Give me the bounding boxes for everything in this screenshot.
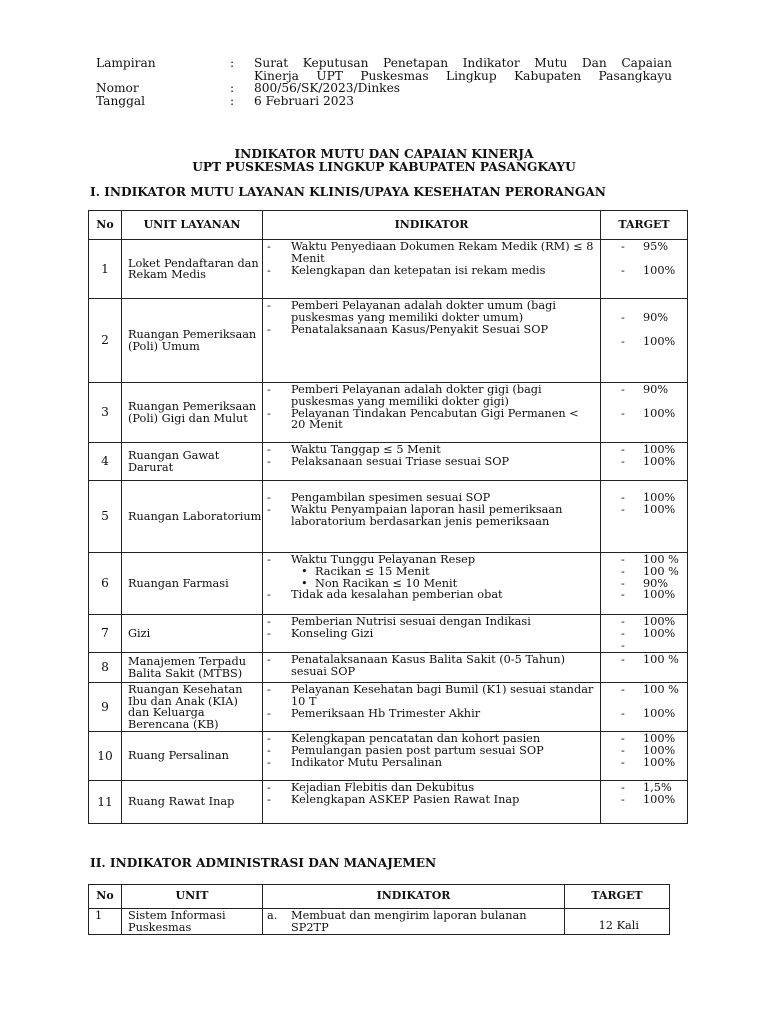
target-value: 100 %	[643, 553, 679, 566]
target-value: 100%	[643, 743, 676, 757]
row-number: 3	[89, 383, 122, 443]
indicator-cell	[263, 553, 601, 615]
indicator-item: - Indikator Mutu Persalinan	[263, 757, 600, 769]
target-value: 1,5%	[643, 781, 672, 794]
table-row	[89, 732, 688, 781]
nomor-value: 800/56/SK/2023/Dinkes	[254, 81, 401, 95]
indicator-item: - Konseling Gizi	[263, 628, 600, 640]
indicator-cell	[263, 299, 601, 383]
indicator-cell	[263, 240, 601, 299]
target-cell: - 100 % - 100 % - 90% - 100%	[601, 553, 688, 615]
column-header-no: No	[89, 211, 122, 240]
row-number: 6	[89, 553, 122, 615]
row-number: 4	[89, 443, 122, 481]
target-value: 100%	[643, 454, 676, 468]
nomor-row	[96, 82, 676, 95]
table-row	[89, 653, 688, 683]
indicator-item: - Penatalaksanaan Kasus Balita Sakit (0-5 Tahun) sesuai SOP	[263, 654, 600, 678]
target-cell: - 90% - 100%	[601, 299, 688, 383]
column-header-target: TARGET	[601, 211, 688, 240]
section-1-heading: I. INDIKATOR MUTU LAYANAN KLINIS/UPAYA KESEHATAN PERORANGAN	[90, 185, 606, 199]
indicator-cell	[263, 443, 601, 481]
column-header-target: TARGET	[565, 885, 670, 909]
column-header-indikator: INDIKATOR	[263, 885, 565, 909]
target-value: 100%	[643, 491, 676, 504]
table-row	[89, 683, 688, 732]
target-value: 12 Kali	[565, 909, 670, 935]
lampiran-label: Lampiran	[96, 56, 156, 70]
clinical-indicator-table	[88, 210, 688, 824]
unit-cell: Manajemen Terpadu Balita Sakit (MTBS)	[122, 653, 263, 683]
unit-cell: Ruangan Farmasi	[122, 553, 263, 615]
indicator-item: - Pelayanan Kesehatan bagi Bumil (K1) sesuai standar 10 T	[263, 684, 600, 708]
target-cell: - 100% - 100% - 100%	[601, 732, 688, 781]
indicator-item: - Penatalaksanaan Kasus/Penyakit Sesuai SOP	[263, 324, 600, 336]
table-row	[89, 553, 688, 615]
indicator-item: - Waktu Tanggap ≤ 5 Menit	[263, 444, 600, 456]
unit-cell: Ruang Persalinan	[122, 732, 263, 781]
row-number: 8	[89, 653, 122, 683]
table-row	[89, 481, 688, 553]
target-value: 100%	[643, 706, 676, 720]
target-value: 90%	[643, 311, 669, 324]
table-header-row	[89, 885, 670, 909]
tanggal-row	[96, 95, 676, 108]
target-value: 90%	[643, 383, 669, 396]
indicator-item: - Waktu Tunggu Pelayanan Resep	[263, 554, 600, 566]
target-value: 100 %	[643, 564, 679, 578]
unit-cell: Gizi	[122, 615, 263, 653]
table-row	[89, 909, 670, 935]
row-number: 1	[89, 909, 122, 935]
unit-cell: Ruangan Kesehatan Ibu dan Anak (KIA) dan Keluarga Berencana (KB)	[122, 683, 263, 732]
indicator-item: - Waktu Penyediaan Dokumen Rekam Medik (RM) ≤ 8 Menit	[263, 241, 600, 265]
colon: :	[230, 56, 235, 70]
target-value: 100%	[643, 406, 676, 420]
indicator-item: - Pemberian Nutrisi sesuai dengan Indikasi	[263, 616, 600, 628]
tanggal-value: 6 Februari 2023	[254, 93, 354, 108]
unit-cell: Loket Pendaftaran dan Rekam Medis	[122, 240, 263, 299]
indicator-cell	[263, 683, 601, 732]
target-value: 100%	[643, 755, 676, 769]
table-row	[89, 781, 688, 824]
target-cell: - 100% - 100% -	[601, 615, 688, 653]
indicator-cell	[263, 781, 601, 824]
indicator-cell	[263, 481, 601, 553]
target-value: 100%	[643, 732, 676, 745]
target-value: 100%	[643, 792, 676, 806]
indicator-cell	[263, 653, 601, 683]
administration-indicator-table	[88, 884, 670, 935]
row-number: 2	[89, 299, 122, 383]
column-header-unit: UNIT LAYANAN	[122, 211, 263, 240]
row-number: 7	[89, 615, 122, 653]
indicator-cell	[263, 909, 565, 935]
indicator-item: - Kelengkapan dan ketepatan isi rekam medis	[263, 265, 600, 277]
indicator-item: - Pemeriksaan Hb Trimester Akhir	[263, 708, 600, 720]
target-cell: - 1,5% - 100%	[601, 781, 688, 824]
table-row	[89, 615, 688, 653]
indicator-item: - Tidak ada kesalahan pemberian obat	[263, 589, 600, 601]
indicator-item: - Pelayanan Tindakan Pencabutan Gigi Permanen < 20 Menit	[263, 408, 600, 432]
row-number: 10	[89, 732, 122, 781]
indicator-cell	[263, 615, 601, 653]
target-value: 100%	[643, 615, 676, 628]
colon: :	[230, 81, 235, 95]
target-value: 100 %	[643, 653, 679, 666]
table-header-row	[89, 211, 688, 240]
target-value: 90%	[643, 576, 669, 590]
indicator-prefix: a.	[267, 909, 278, 922]
table-row	[89, 383, 688, 443]
indicator-item: - Pengambilan spesimen sesuai SOP	[263, 492, 600, 504]
indicator-cell	[263, 383, 601, 443]
document-header	[96, 57, 676, 107]
target-cell: - 100% - 100%	[601, 481, 688, 553]
indicator-item: Membuat dan mengirim laporan bulanan SP2TP	[291, 909, 527, 934]
unit-cell: Ruang Rawat Inap	[122, 781, 263, 824]
indicator-item: - Waktu Penyampaian laporan hasil pemeriksaan laboratorium berdasarkan jenis pemeriksaan	[263, 504, 600, 528]
table-row	[89, 240, 688, 299]
target-value: 100%	[643, 263, 676, 277]
target-value: 100%	[643, 626, 676, 640]
indicator-sub-item: • Racikan ≤ 15 Menit	[263, 566, 600, 578]
target-cell: - 95% - 100%	[601, 240, 688, 299]
indicator-item: - Pemulangan pasien post partum sesuai SOP	[263, 745, 600, 757]
lampiran-row	[96, 57, 676, 70]
indicator-item: - Pemberi Pelayanan adalah dokter gigi (bagi puskesmas yang memiliki dokter gigi)	[263, 384, 600, 408]
target-cell: - 100 %	[601, 653, 688, 683]
indicator-item: - Pelaksanaan sesuai Triase sesuai SOP	[263, 456, 600, 468]
section-2-heading: II. INDIKATOR ADMINISTRASI DAN MANAJEMEN	[90, 856, 437, 870]
indicator-item: - Kelengkapan pencatatan dan kohort pasien	[263, 733, 600, 745]
target-value: 95%	[643, 240, 669, 253]
target-value: 100%	[643, 588, 676, 602]
row-number: 11	[89, 781, 122, 824]
lampiran-line-1: Surat Keputusan Penetapan Indikator Mutu Dan Capaian	[254, 56, 672, 70]
document-title-line-1: INDIKATOR MUTU DAN CAPAIAN KINERJA	[234, 147, 534, 161]
unit-cell: Ruangan Pemeriksaan (Poli) Umum	[122, 299, 263, 383]
table-row	[89, 443, 688, 481]
target-cell: - 90% - 100%	[601, 383, 688, 443]
tanggal-label: Tanggal	[96, 93, 146, 108]
column-header-no: No	[89, 885, 122, 909]
lampiran-line-2: Kinerja UPT Puskesmas Lingkup Kabupaten Pasangkayu	[254, 68, 672, 83]
unit-cell: Ruangan Laboratorium	[122, 481, 263, 553]
nomor-label: Nomor	[96, 81, 139, 95]
target-value: 100%	[643, 334, 676, 348]
row-number: 5	[89, 481, 122, 553]
unit-cell: Ruangan Gawat Darurat	[122, 443, 263, 481]
unit-cell: Ruangan Pemeriksaan (Poli) Gigi dan Mulut	[122, 383, 263, 443]
target-value: 100%	[643, 443, 676, 456]
target-cell: - 100% - 100%	[601, 443, 688, 481]
indicator-sub-item: • Non Racikan ≤ 10 Menit	[263, 578, 600, 590]
column-header-unit: UNIT	[122, 885, 263, 909]
colon: :	[230, 93, 235, 108]
row-number: 9	[89, 683, 122, 732]
table-row	[89, 299, 688, 383]
indicator-cell	[263, 732, 601, 781]
indicator-item: - Pemberi Pelayanan adalah dokter umum (bagi puskesmas yang memiliki dokter umum)	[263, 300, 600, 324]
unit-cell: Sistem Informasi Puskesmas	[122, 909, 263, 935]
target-value: 100 %	[643, 683, 679, 696]
row-number: 1	[89, 240, 122, 299]
indicator-item: - Kejadian Flebitis dan Dekubitus	[263, 782, 600, 794]
target-value: 100%	[643, 502, 676, 516]
column-header-indikator: INDIKATOR	[263, 211, 601, 240]
document-title-line-2: UPT PUSKESMAS LINGKUP KABUPATEN PASANGKAYU	[192, 160, 576, 174]
indicator-item: - Kelengkapan ASKEP Pasien Rawat Inap	[263, 794, 600, 806]
target-cell: - 100 % - 100%	[601, 683, 688, 732]
